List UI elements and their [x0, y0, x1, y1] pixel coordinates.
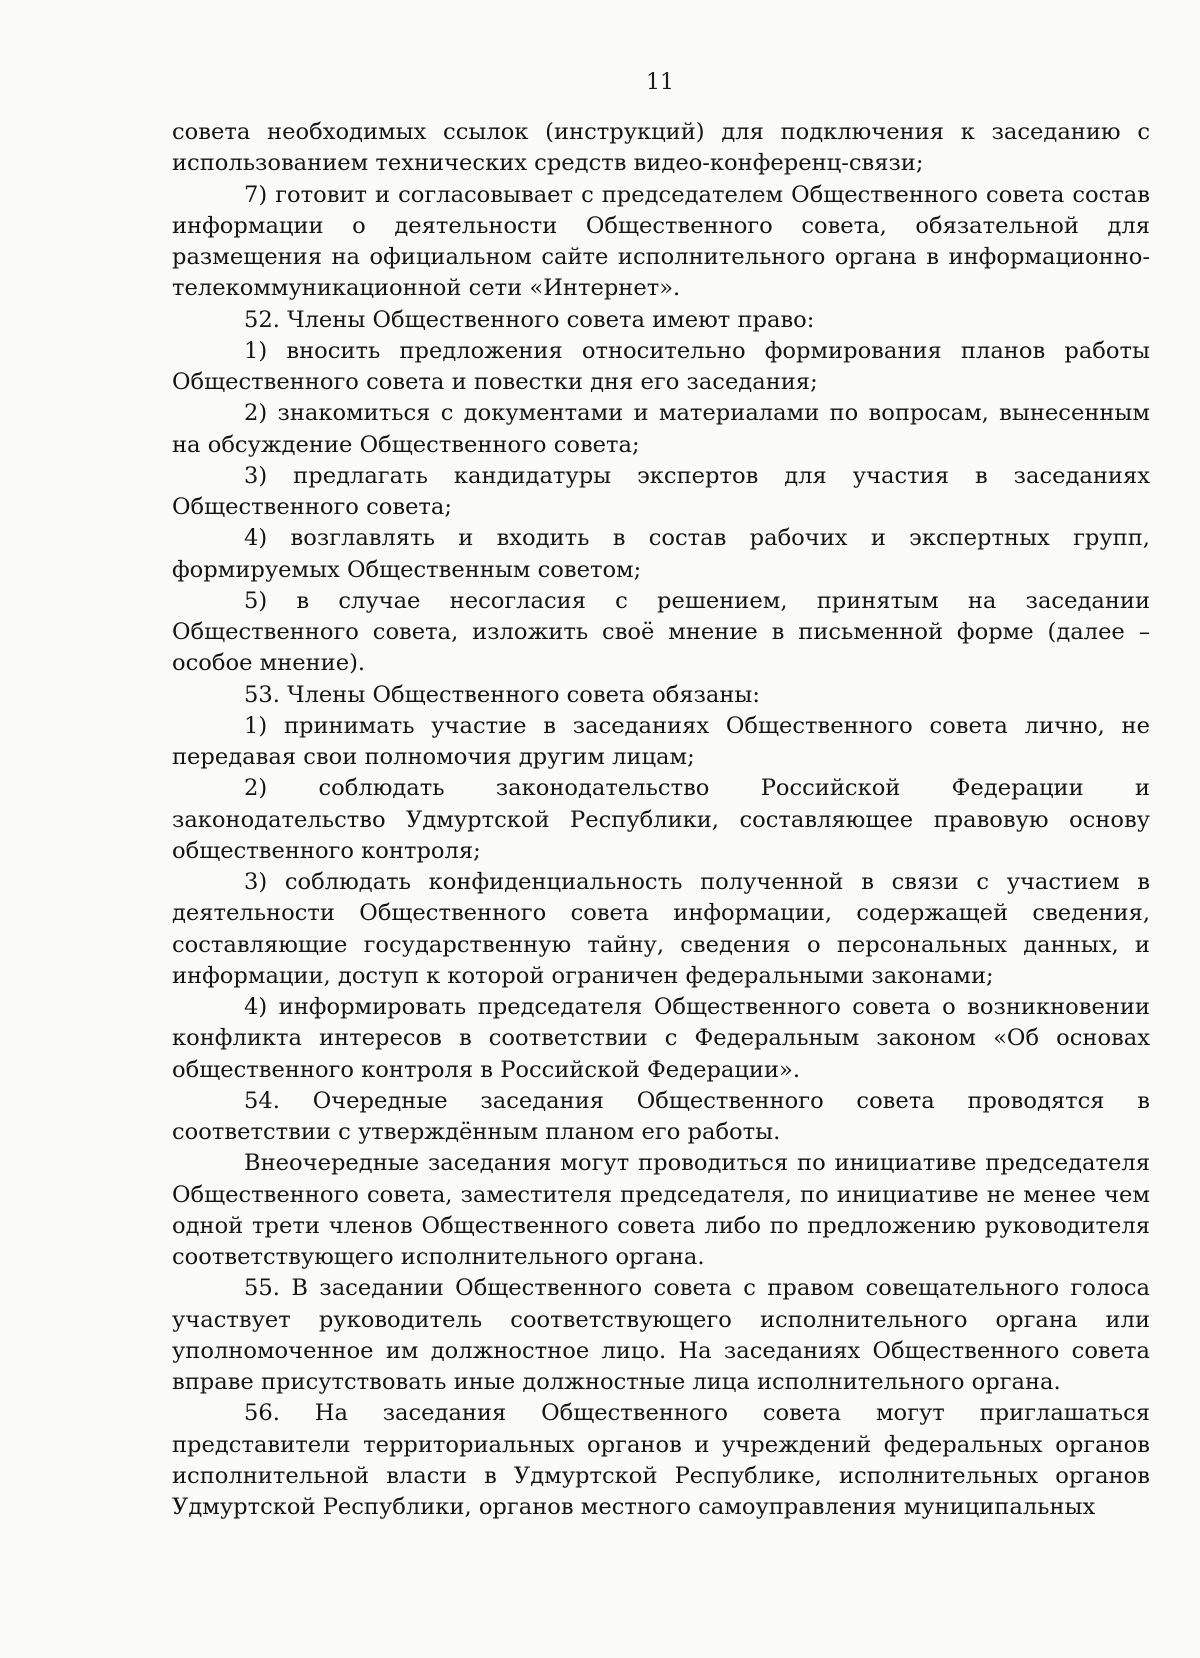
paragraph-clause-55: 55. В заседании Общественного совета с правом совещательного голоса участвует руководитель соответствующего исполнительного органа или уполномоченное им должностное лицо. На заседаниях Общественного совета вправе присутствовать иные должностные лица исполнительного органа. [172, 1275, 1150, 1395]
paragraph-53-item-1: 1) принимать участие в заседаниях Общественного совета лично, не передавая свои полномочия другим лицам; [172, 712, 1150, 770]
paragraph-clause-54: 54. Очередные заседания Общественного совета проводятся в соответствии с утверждённым планом его работы. [172, 1087, 1150, 1145]
document-body [172, 117, 1150, 1523]
paragraph-53-item-4: 4) информировать председателя Общественного совета о возникновении конфликта интересов в соответствии с Федеральным законом «Об основах общественного контроля в Российской Федерации». [172, 994, 1150, 1083]
paragraph-52-item-1: 1) вносить предложения относительно формирования планов работы Общественного совета и повестки дня его заседания; [172, 337, 1150, 395]
paragraph-52-item-3: 3) предлагать кандидатуры экспертов для участия в заседаниях Общественного совета; [172, 462, 1150, 520]
paragraph-53-item-3: 3) соблюдать конфиденциальность полученной в связи с участием в деятельности Общественного совета информации, содержащей сведения, составляющие государственную тайну, сведения о персональных данных, и информации, доступ к которой ограничен федеральными законами; [172, 869, 1150, 989]
paragraph-item-7: 7) готовит и согласовывает с председателем Общественного совета состав информации о деятельности Общественного совета, обязательной для размещения на официальном сайте исполнительного органа в информационно-телекоммуникационной сети «Интернет». [172, 181, 1150, 302]
paragraph-52-item-5: 5) в случае несогласия с решением, принятым на заседании Общественного совета, изложить своё мнение в письменной форме (далее – особое мнение). [172, 587, 1150, 677]
paragraph-52-item-2: 2) знакомиться с документами и материалами по вопросам, вынесенным на обсуждение Общественного совета; [172, 400, 1150, 458]
paragraph-clause-52: 52. Члены Общественного совета имеют право: [244, 306, 815, 333]
paragraph-clause-56: 56. На заседания Общественного совета могут приглашаться представители территориальных органов и учреждений федеральных органов исполнительной власти в Удмуртской Республике, исполнительных органов Удмуртской Республики, органов местного самоуправления муниципальных [172, 1400, 1150, 1520]
paragraph-clause-53: 53. Члены Общественного совета обязаны: [244, 681, 761, 708]
page-number: 11 [646, 70, 674, 95]
paragraph-52-item-4: 4) возглавлять и входить в состав рабочих и экспертных групп, формируемых Общественным советом; [172, 525, 1150, 583]
paragraph-continuation: совета необходимых ссылок (инструкций) для подключения к заседанию с использованием технических средств видео-конференц-связи; [172, 119, 1150, 177]
paragraph-54-extraordinary: Внеочередные заседания могут проводиться по инициативе председателя Общественного совета, заместителя председателя, по инициативе не менее чем одной трети членов Общественного совета либо по предложению руководителя соответствующего исполнительного органа. [172, 1150, 1150, 1270]
paragraph-53-item-2: 2) соблюдать законодательство Российской Федерации и законодательство Удмуртской Республики, составляющее правовую основу общественного контроля; [172, 775, 1150, 864]
